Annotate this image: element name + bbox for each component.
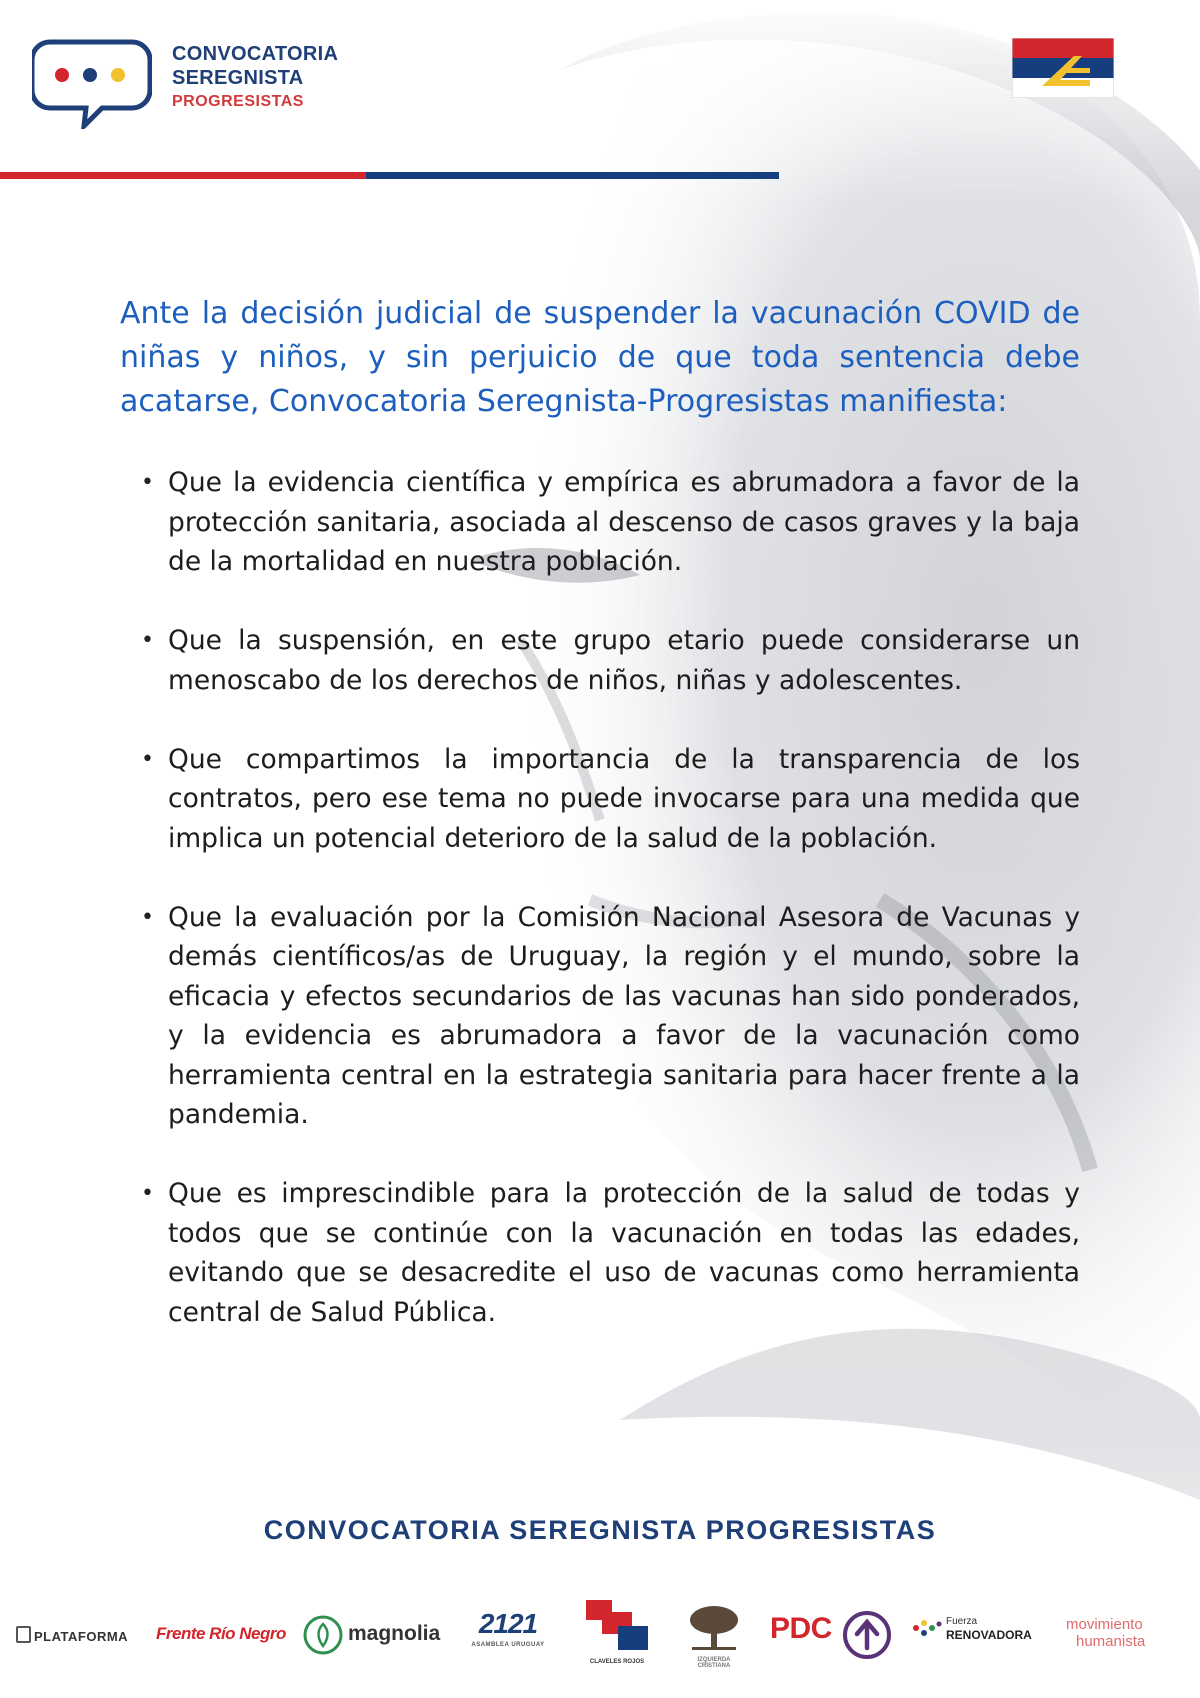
convocatoria-logo xyxy=(32,34,372,134)
divider-blue xyxy=(366,172,779,179)
partner-asamblea-mark: 2121 xyxy=(478,1608,538,1639)
statement-item: • Que compartimos la importancia de la transparencia de los contratos, pero ese tema no puede invocarse para una medida que implica un potencial deterioro de la salud de la población. xyxy=(168,740,1080,859)
tree-icon xyxy=(686,1604,742,1652)
frente-amplio-flag-icon xyxy=(1012,38,1114,98)
partner-fuerza-label-2: RENOVADORA xyxy=(946,1628,1032,1642)
partner-claveles-rojos xyxy=(584,1598,650,1665)
divider-red xyxy=(0,172,366,179)
speech-bubble-icon xyxy=(32,34,152,129)
up-arrow-icon xyxy=(842,1610,892,1660)
partner-magnolia-label: magnolia xyxy=(348,1622,441,1645)
logo-line-1: CONVOCATORIA xyxy=(172,43,339,65)
partner-logos xyxy=(0,1590,1200,1670)
claveles-rojos-icon xyxy=(584,1598,650,1654)
statement-item: • Que la suspensión, en este grupo etario puede considerarse un menoscabo de los derechos de niños, niñas y adolescentes. xyxy=(168,621,1080,700)
dots-icon xyxy=(912,1618,942,1638)
partner-fuerza-label-1: Fuerza xyxy=(946,1616,978,1627)
partner-izquierda-cristiana xyxy=(684,1604,744,1669)
partner-izquierda-label: IZQUIERDA CRISTIANA xyxy=(697,1657,731,1669)
partner-frente-rio-negro: Frente Río Negro xyxy=(156,1624,286,1643)
statement-item: • Que la evidencia científica y empírica es abrumadora a favor de la protección sanitaria, asociada al descenso de casos graves y la baja de la mortalidad en nuestra población. xyxy=(168,463,1080,582)
partner-claveles-label: CLAVELES ROJOS xyxy=(589,1659,645,1665)
statement-item: • Que es imprescindible para la protección de la salud de todas y todos que se continúe con la vacunación en todas las edades, evitando que se desacredite el uso de vacunas como herramienta central de Salud Pública. xyxy=(168,1174,1080,1332)
footer-title: CONVOCATORIA SEREGNISTA PROGRESISTAS xyxy=(263,1515,937,1545)
partner-asamblea-sub: ASAMBLEA URUGUAY xyxy=(471,1642,545,1648)
logo-line-3: PROGRESISTAS xyxy=(172,93,304,110)
partner-mov-label-1: movimiento xyxy=(1066,1616,1143,1633)
statement-list xyxy=(168,463,1080,1372)
logo-line-2: SEREGNISTA xyxy=(172,67,304,89)
partner-movimiento-humanista xyxy=(1066,1616,1186,1650)
partner-pdc: PDC xyxy=(770,1612,832,1645)
statement-item: • Que la evaluación por la Comisión Nacional Asesora de Vacunas y demás científicos/as de Uruguay, la región y el mundo, sobre la eficacia y efectos secundarios de las vacunas han sido ponderados, y la evidencia es abrumadora a favor de la vacunación como herramienta central en la estrategia sanitaria para hacer frente a la pandemia. xyxy=(168,898,1080,1135)
partner-asamblea-uruguay xyxy=(462,1608,554,1648)
plataforma-icon xyxy=(16,1626,31,1643)
magnolia-icon xyxy=(302,1614,344,1656)
partner-plataforma xyxy=(16,1626,128,1644)
partner-plataforma-label: PLATAFORMA xyxy=(34,1629,129,1644)
intro-statement: Ante la decisión judicial de suspender la vacunación COVID de niñas y niños, y sin perjuicio de que toda sentencia debe acatarse, Convocatoria Seregnista-Progresistas manifiesta: xyxy=(120,296,1080,419)
partner-mov-label-2: humanista xyxy=(1076,1633,1146,1650)
